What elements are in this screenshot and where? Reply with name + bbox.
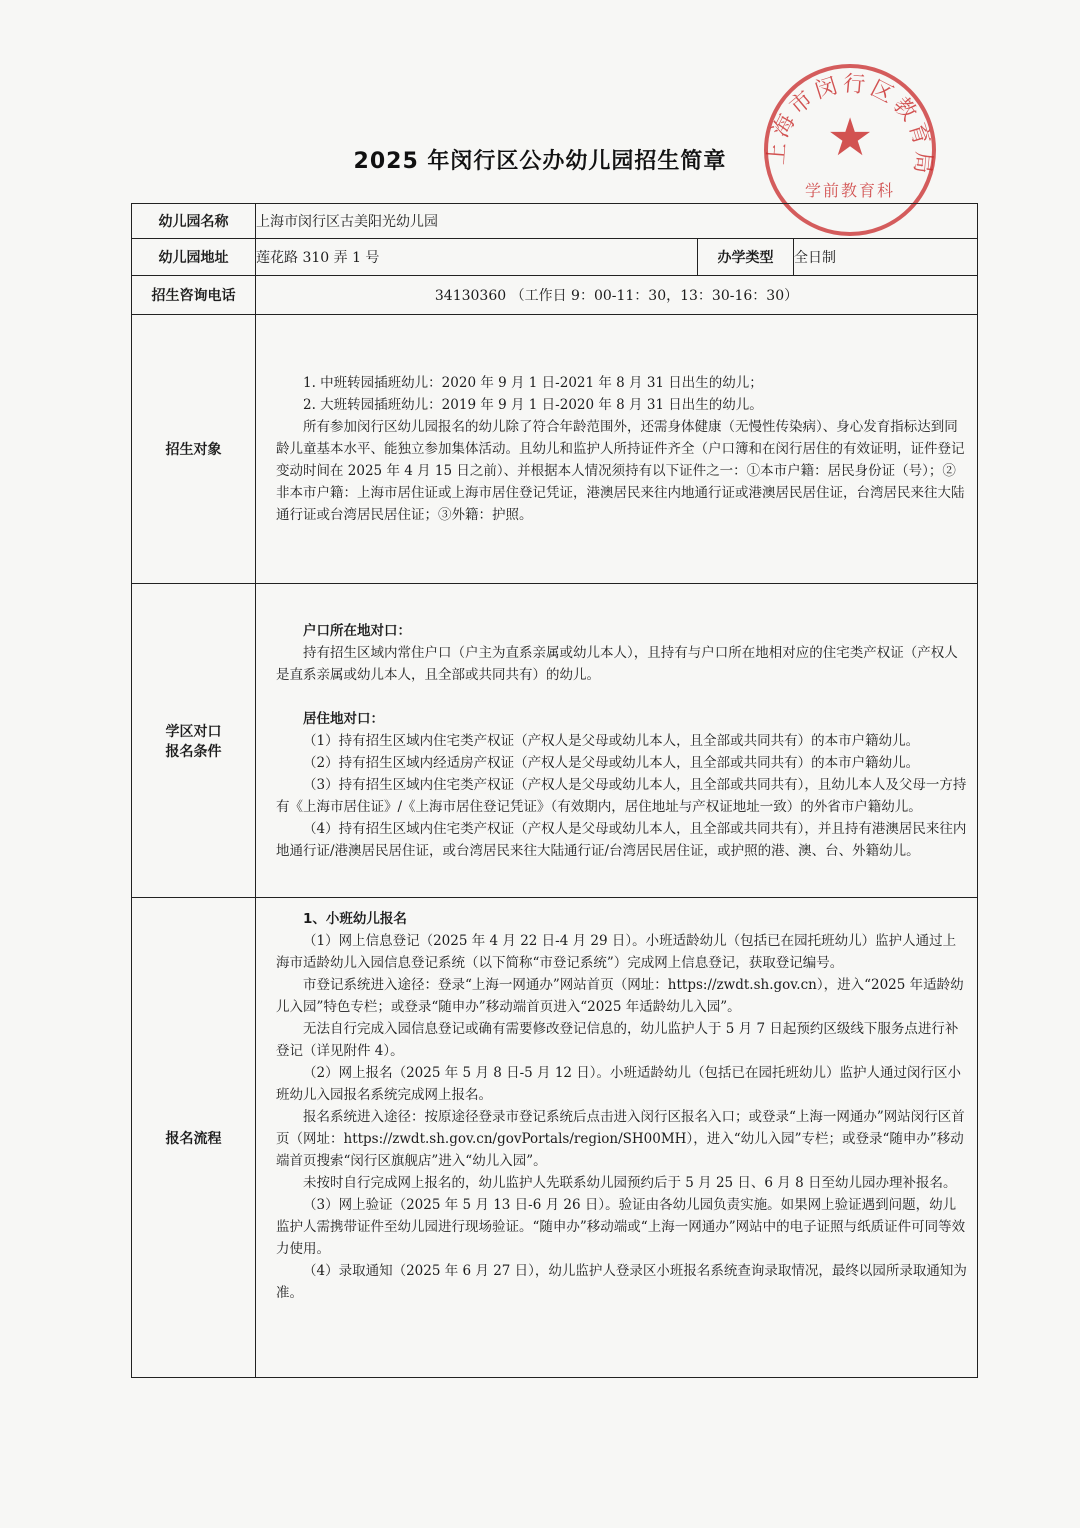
process-heading: 1、小班幼儿报名 — [303, 911, 407, 927]
hukou-title: 户口所在地对口： — [303, 622, 411, 639]
process-para-5: 报名系统进入途径：按原途径登录市登记系统后点击进入闵行区报名入口；或登录“上海一网通办”网站闵行区首页（网址：https://zwdt.sh.gov.cn/govPortals/region/SH00MH），进入“幼儿入园”专栏；或登录“随申办”移动端首页搜索“闵行区旗舰店”进入“幼儿入园”。 — [276, 1109, 965, 1169]
value-kindergarten-name: 上海市闵行区古美阳光幼儿园 — [256, 204, 978, 239]
process-para-6: 未按时自行完成网上报名的，幼儿监护人先联系幼儿园预约后于 5 月 25 日、6 月 8 日至幼儿园办理补报名。 — [303, 1175, 957, 1191]
label-kindergarten-name: 幼儿园名称 — [132, 204, 256, 239]
hukou-text: 持有招生区域内常住户口（户主为直系亲属或幼儿本人），且持有与户口所在地相对应的住宅类产权证（产权人是直系亲属或幼儿本人，且全部或共同共有）的幼儿。 — [276, 644, 958, 683]
label-district — [132, 584, 256, 898]
process-para-1: （1）网上信息登记（2025 年 4 月 22 日-4 月 29 日）。小班适龄幼儿（包括已在园托班幼儿）监护人通过上海市适龄幼儿入园信息登记系统（以下简称“市登记系统”）完成网上信息登记，获取登记编号。 — [276, 933, 957, 971]
process-para-7: （3）网上验证（2025 年 5 月 13 日-6 月 26 日）。验证由各幼儿园负责实施。如果网上验证遇到问题，幼儿监护人需携带证件至幼儿园进行现场验证。“随申办”移动端或“上海一网通办”网站中的电子证照与纸质证件可同等效力使用。 — [276, 1197, 966, 1257]
residence-item-3: （3）持有招生区域内住宅类产权证（产权人是父母或幼儿本人，且全部或共同共有），且幼儿本人及父母一方持有《上海市居住证》/《上海市居住登记凭证》（有效期内，居住地址与产权证地址一致）的外省市户籍幼儿。 — [276, 776, 967, 815]
target-line-2: 2. 大班转园插班幼儿：2019 年 9 月 1 日-2020 年 8 月 31 日出生的幼儿。 — [303, 397, 763, 413]
row-target — [132, 315, 978, 584]
residence-item-2: （2）持有招生区域内经适房产权证（产权人是父母或幼儿本人，且全部或共同共有）的本市户籍幼儿。 — [303, 754, 920, 771]
label-phone: 招生咨询电话 — [132, 276, 256, 315]
label-process: 报名流程 — [132, 898, 256, 1378]
row-address — [132, 239, 978, 276]
residence-item-4: （4）持有招生区域内住宅类产权证（产权人是父母或幼儿本人，且全部或共同共有），并且持有港澳居民来往内地通行证/港澳居民居住证，或台湾居民来往大陆通行证/台湾居民居住证，或护照的港、澳、台、外籍幼儿。 — [276, 820, 967, 859]
district-content — [256, 584, 978, 898]
row-phone — [132, 276, 978, 315]
residence-item-1: （1）持有招生区域内住宅类产权证（产权人是父母或幼儿本人，且全部或共同共有）的本市户籍幼儿。 — [303, 732, 920, 749]
label-district-line2: 报名条件 — [165, 743, 222, 760]
row-district — [132, 584, 978, 898]
process-content — [256, 898, 978, 1378]
seal-inner-text: 学前教育科 — [804, 181, 895, 200]
label-address: 幼儿园地址 — [132, 239, 256, 276]
residence-title: 居住地对口： — [303, 710, 384, 727]
process-para-3: 无法自行完成入园信息登记或确有需要修改登记信息的，幼儿监护人于 5 月 7 日起预约区级线下服务点进行补登记（详见附件 4）。 — [276, 1021, 959, 1059]
process-para-8: （4）录取通知（2025 年 6 月 27 日），幼儿监护人登录区小班报名系统查询录取情况，最终以园所录取通知为准。 — [276, 1263, 967, 1301]
process-para-4: （2）网上报名（2025 年 5 月 8 日-5 月 12 日）。小班适龄幼儿（包括已在园托班幼儿）监护人通过闵行区小班幼儿入园报名系统完成网上报名。 — [276, 1065, 962, 1103]
label-target: 招生对象 — [132, 315, 256, 584]
target-line-1: 1. 中班转园插班幼儿：2020 年 9 月 1 日-2021 年 8 月 31 日出生的幼儿； — [303, 375, 763, 391]
row-process — [132, 898, 978, 1378]
star-icon: ★ — [826, 108, 874, 168]
value-school-type: 全日制 — [794, 239, 978, 276]
label-school-type: 办学类型 — [698, 239, 794, 276]
row-name — [132, 204, 978, 239]
enrollment-table — [131, 203, 978, 1378]
label-district-line1: 学区对口 — [165, 723, 222, 740]
target-requirements: 所有参加闵行区幼儿园报名的幼儿除了符合年龄范围外，还需身体健康（无慢性传染病）、身心发育指标达到同龄儿童基本水平、能独立参加集体活动。且幼儿和监护人所持证件齐全（户口簿和在闵行居住的有效证明，证件登记变动时间在 2025 年 4 月 15 日之前）、并根据本人情况须持有以下证件之一：①本市户籍：居民身份证（号）；②非本市户籍：上海市居住证或上海市居住登记凭证，港澳居民来往内地通行证或港澳居民居住证，台湾居民来往大陆通行证或台湾居民居住证；③外籍：护照。 — [276, 419, 965, 523]
value-address: 莲花路 310 弄 1 号 — [256, 239, 698, 276]
seal-ring-text: 上海市闵行区教育局 — [764, 71, 936, 179]
process-para-2: 市登记系统进入途径：登录“上海一网通办”网站首页（网址：https://zwdt.sh.gov.cn），进入“2025 年适龄幼儿入园”特色专栏；或登录“随申办”移动端首页进入“2025 年适龄幼儿入园”。 — [276, 977, 964, 1015]
value-phone: 34130360 （工作日 9：00-11：30，13：30-16：30） — [256, 276, 978, 315]
page-title: 2025 年闵行区公办幼儿园招生简章 — [353, 149, 727, 174]
target-content — [256, 315, 978, 584]
